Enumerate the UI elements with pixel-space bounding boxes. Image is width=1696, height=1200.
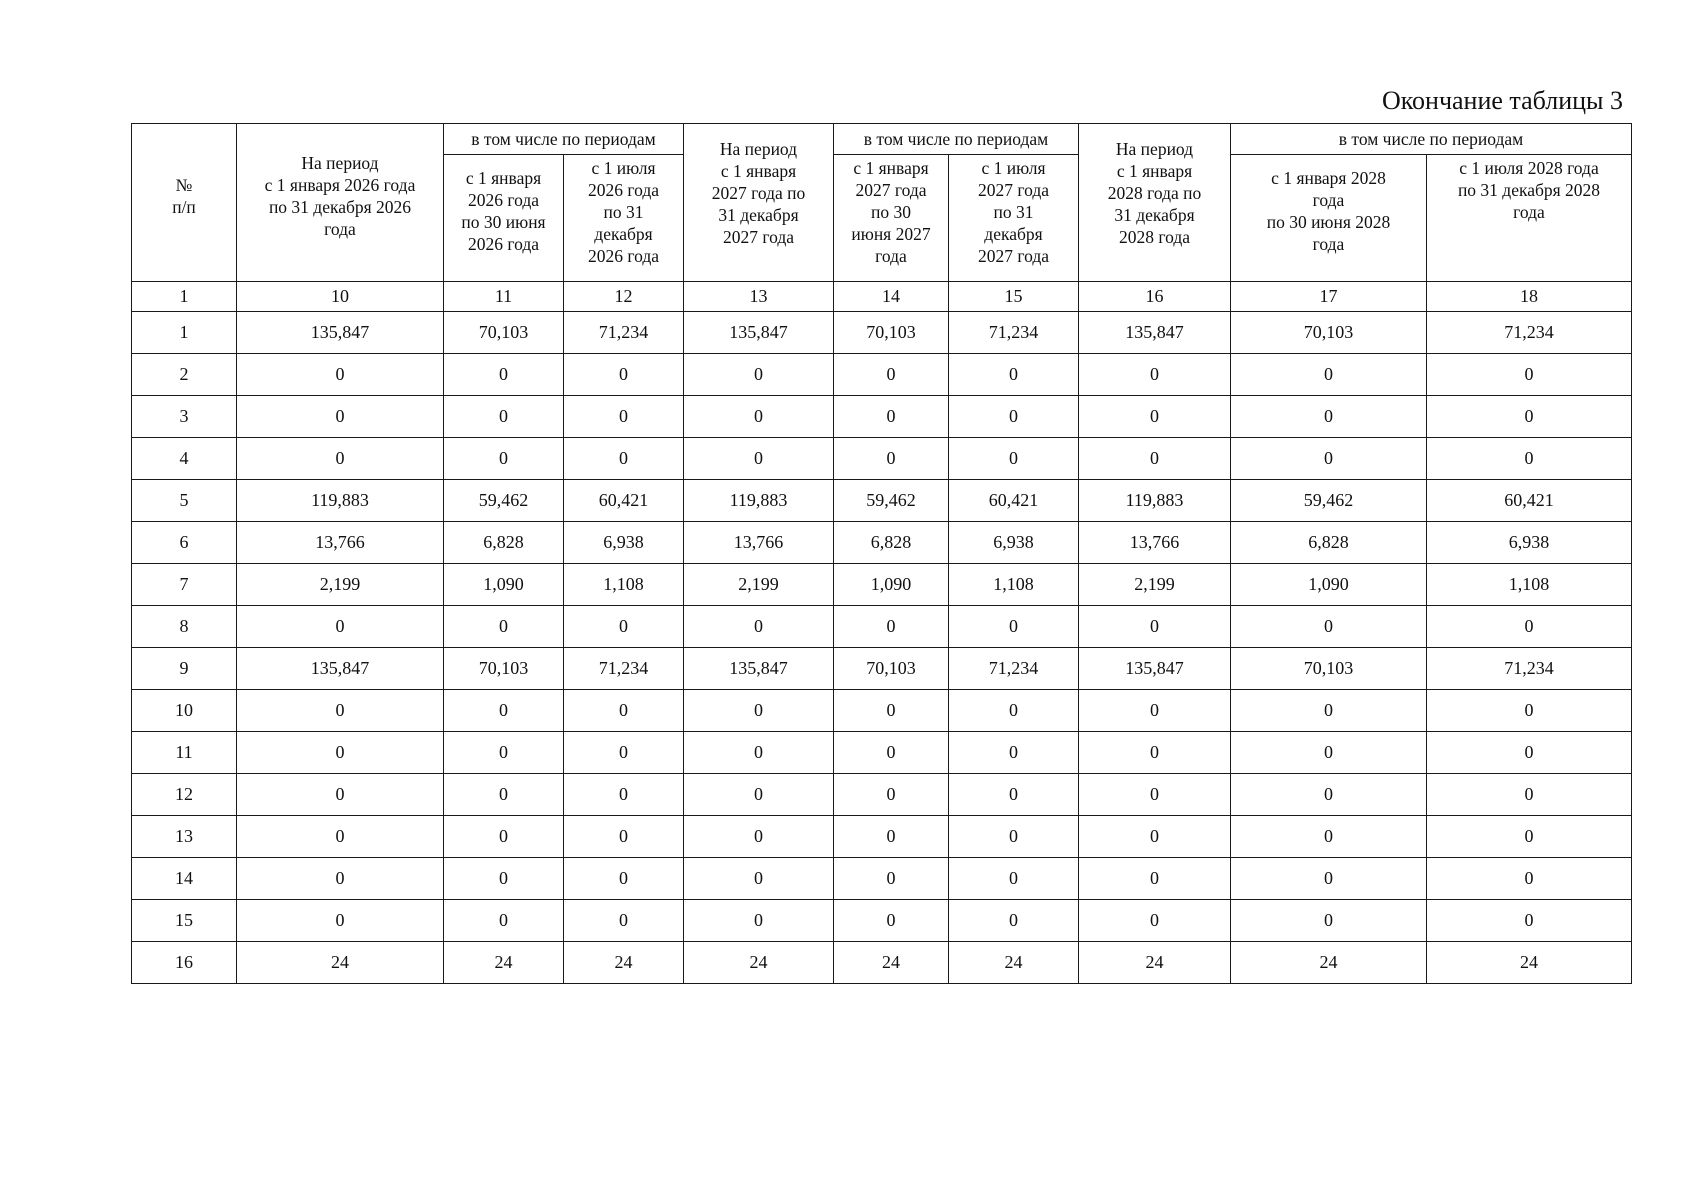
value-cell: 0 bbox=[1427, 438, 1632, 480]
value-cell: 0 bbox=[1079, 858, 1231, 900]
row-number-cell: 9 bbox=[132, 648, 237, 690]
table-row bbox=[132, 816, 1632, 858]
value-cell: 6,938 bbox=[949, 522, 1079, 564]
value-cell: 0 bbox=[1231, 354, 1427, 396]
value-cell: 24 bbox=[237, 942, 444, 984]
column-number: 18 bbox=[1427, 282, 1632, 312]
value-cell: 1,108 bbox=[564, 564, 684, 606]
header-2028-second-half: с 1 июля 2028 года по 31 декабря 2028 года bbox=[1427, 155, 1632, 282]
table-row bbox=[132, 732, 1632, 774]
column-number: 11 bbox=[444, 282, 564, 312]
value-cell: 0 bbox=[684, 690, 834, 732]
value-cell: 0 bbox=[1427, 858, 1632, 900]
table-row bbox=[132, 900, 1632, 942]
value-cell: 70,103 bbox=[1231, 648, 1427, 690]
value-cell: 0 bbox=[1427, 354, 1632, 396]
value-cell: 24 bbox=[1231, 942, 1427, 984]
value-cell: 24 bbox=[834, 942, 949, 984]
value-cell: 1,108 bbox=[1427, 564, 1632, 606]
header-period-2027: На период с 1 января 2027 года по 31 декабря 2027 года bbox=[684, 124, 834, 282]
value-cell: 0 bbox=[1079, 816, 1231, 858]
value-cell: 0 bbox=[237, 396, 444, 438]
column-number: 1 bbox=[132, 282, 237, 312]
row-number-cell: 10 bbox=[132, 690, 237, 732]
table-row bbox=[132, 648, 1632, 690]
row-number-cell: 4 bbox=[132, 438, 237, 480]
value-cell: 0 bbox=[1427, 606, 1632, 648]
header-2026-first-half: с 1 января 2026 года по 30 июня 2026 года bbox=[444, 155, 564, 282]
value-cell: 13,766 bbox=[237, 522, 444, 564]
header-period-2026: На период с 1 января 2026 года по 31 декабря 2026 года bbox=[237, 124, 444, 282]
header-period-2028: На период с 1 января 2028 года по 31 декабря 2028 года bbox=[1079, 124, 1231, 282]
row-number-cell: 16 bbox=[132, 942, 237, 984]
row-number-cell: 2 bbox=[132, 354, 237, 396]
column-number: 10 bbox=[237, 282, 444, 312]
value-cell: 0 bbox=[237, 732, 444, 774]
table-row bbox=[132, 312, 1632, 354]
value-cell: 0 bbox=[1231, 438, 1427, 480]
column-number: 15 bbox=[949, 282, 1079, 312]
row-number-cell: 5 bbox=[132, 480, 237, 522]
value-cell: 0 bbox=[1079, 690, 1231, 732]
table-row bbox=[132, 522, 1632, 564]
column-number: 13 bbox=[684, 282, 834, 312]
value-cell: 2,199 bbox=[1079, 564, 1231, 606]
value-cell: 0 bbox=[949, 732, 1079, 774]
value-cell: 70,103 bbox=[444, 648, 564, 690]
value-cell: 71,234 bbox=[1427, 312, 1632, 354]
table-row bbox=[132, 774, 1632, 816]
row-number-cell: 11 bbox=[132, 732, 237, 774]
value-cell: 0 bbox=[444, 816, 564, 858]
value-cell: 0 bbox=[1427, 690, 1632, 732]
table-row bbox=[132, 606, 1632, 648]
value-cell: 24 bbox=[1427, 942, 1632, 984]
value-cell: 0 bbox=[444, 396, 564, 438]
value-cell: 0 bbox=[237, 858, 444, 900]
value-cell: 0 bbox=[949, 690, 1079, 732]
value-cell: 24 bbox=[949, 942, 1079, 984]
table-row bbox=[132, 690, 1632, 732]
header-2027-first-half: с 1 января 2027 года по 30 июня 2027 года bbox=[834, 155, 949, 282]
value-cell: 1,090 bbox=[834, 564, 949, 606]
row-number-cell: 15 bbox=[132, 900, 237, 942]
value-cell: 0 bbox=[834, 816, 949, 858]
value-cell: 0 bbox=[684, 732, 834, 774]
column-number-row bbox=[132, 282, 1632, 312]
table-row bbox=[132, 438, 1632, 480]
header-row-1 bbox=[132, 124, 1632, 155]
value-cell: 70,103 bbox=[1231, 312, 1427, 354]
value-cell: 0 bbox=[237, 900, 444, 942]
value-cell: 0 bbox=[1231, 900, 1427, 942]
table-row bbox=[132, 942, 1632, 984]
value-cell: 0 bbox=[237, 354, 444, 396]
header-2028-first-half: с 1 января 2028 года по 30 июня 2028 года bbox=[1231, 155, 1427, 282]
value-cell: 135,847 bbox=[1079, 312, 1231, 354]
value-cell: 135,847 bbox=[1079, 648, 1231, 690]
table-row bbox=[132, 480, 1632, 522]
value-cell: 0 bbox=[1079, 396, 1231, 438]
row-number-cell: 3 bbox=[132, 396, 237, 438]
value-cell: 6,938 bbox=[564, 522, 684, 564]
value-cell: 0 bbox=[237, 690, 444, 732]
value-cell: 0 bbox=[237, 606, 444, 648]
value-cell: 0 bbox=[834, 606, 949, 648]
value-cell: 0 bbox=[684, 816, 834, 858]
value-cell: 0 bbox=[1231, 606, 1427, 648]
value-cell: 119,883 bbox=[1079, 480, 1231, 522]
value-cell: 0 bbox=[1231, 774, 1427, 816]
value-cell: 0 bbox=[564, 354, 684, 396]
value-cell: 70,103 bbox=[444, 312, 564, 354]
value-cell: 0 bbox=[444, 858, 564, 900]
table-header bbox=[132, 124, 1632, 312]
value-cell: 6,938 bbox=[1427, 522, 1632, 564]
value-cell: 0 bbox=[564, 606, 684, 648]
value-cell: 0 bbox=[949, 774, 1079, 816]
value-cell: 71,234 bbox=[1427, 648, 1632, 690]
value-cell: 59,462 bbox=[444, 480, 564, 522]
value-cell: 0 bbox=[564, 396, 684, 438]
header-2026-second-half: с 1 июля 2026 года по 31 декабря 2026 года bbox=[564, 155, 684, 282]
value-cell: 24 bbox=[444, 942, 564, 984]
row-number-cell: 13 bbox=[132, 816, 237, 858]
value-cell: 0 bbox=[564, 774, 684, 816]
value-cell: 0 bbox=[237, 816, 444, 858]
value-cell: 0 bbox=[949, 438, 1079, 480]
value-cell: 1,108 bbox=[949, 564, 1079, 606]
value-cell: 59,462 bbox=[1231, 480, 1427, 522]
value-cell: 0 bbox=[684, 396, 834, 438]
value-cell: 71,234 bbox=[564, 312, 684, 354]
value-cell: 71,234 bbox=[564, 648, 684, 690]
value-cell: 71,234 bbox=[949, 648, 1079, 690]
value-cell: 70,103 bbox=[834, 312, 949, 354]
row-number-cell: 8 bbox=[132, 606, 237, 648]
value-cell: 24 bbox=[684, 942, 834, 984]
value-cell: 0 bbox=[1427, 774, 1632, 816]
value-cell: 0 bbox=[444, 438, 564, 480]
value-cell: 0 bbox=[444, 732, 564, 774]
header-row-number: № п/п bbox=[132, 124, 237, 282]
value-cell: 0 bbox=[1231, 816, 1427, 858]
value-cell: 0 bbox=[564, 732, 684, 774]
value-cell: 0 bbox=[1231, 690, 1427, 732]
value-cell: 60,421 bbox=[949, 480, 1079, 522]
column-number: 17 bbox=[1231, 282, 1427, 312]
table-row bbox=[132, 354, 1632, 396]
value-cell: 0 bbox=[949, 396, 1079, 438]
value-cell: 1,090 bbox=[1231, 564, 1427, 606]
value-cell: 0 bbox=[684, 354, 834, 396]
data-table bbox=[131, 123, 1632, 984]
value-cell: 0 bbox=[1079, 774, 1231, 816]
value-cell: 0 bbox=[1231, 858, 1427, 900]
table-row bbox=[132, 396, 1632, 438]
value-cell: 1,090 bbox=[444, 564, 564, 606]
value-cell: 0 bbox=[1427, 900, 1632, 942]
header-including-periods-2028: в том числе по периодам bbox=[1231, 124, 1632, 155]
value-cell: 0 bbox=[684, 858, 834, 900]
table-body bbox=[132, 312, 1632, 984]
value-cell: 0 bbox=[949, 858, 1079, 900]
value-cell: 60,421 bbox=[564, 480, 684, 522]
value-cell: 0 bbox=[444, 354, 564, 396]
value-cell: 0 bbox=[684, 900, 834, 942]
value-cell: 0 bbox=[834, 690, 949, 732]
value-cell: 135,847 bbox=[237, 648, 444, 690]
value-cell: 24 bbox=[564, 942, 684, 984]
value-cell: 0 bbox=[444, 690, 564, 732]
row-number-cell: 12 bbox=[132, 774, 237, 816]
table-row bbox=[132, 564, 1632, 606]
value-cell: 13,766 bbox=[684, 522, 834, 564]
value-cell: 0 bbox=[1231, 732, 1427, 774]
value-cell: 0 bbox=[237, 438, 444, 480]
value-cell: 0 bbox=[1079, 438, 1231, 480]
value-cell: 59,462 bbox=[834, 480, 949, 522]
value-cell: 0 bbox=[564, 900, 684, 942]
value-cell: 70,103 bbox=[834, 648, 949, 690]
table-row bbox=[132, 858, 1632, 900]
value-cell: 6,828 bbox=[444, 522, 564, 564]
row-number-cell: 7 bbox=[132, 564, 237, 606]
value-cell: 0 bbox=[834, 354, 949, 396]
value-cell: 0 bbox=[949, 900, 1079, 942]
row-number-cell: 14 bbox=[132, 858, 237, 900]
value-cell: 135,847 bbox=[684, 312, 834, 354]
value-cell: 135,847 bbox=[684, 648, 834, 690]
value-cell: 0 bbox=[684, 606, 834, 648]
value-cell: 0 bbox=[564, 690, 684, 732]
value-cell: 0 bbox=[949, 606, 1079, 648]
value-cell: 0 bbox=[564, 816, 684, 858]
value-cell: 2,199 bbox=[237, 564, 444, 606]
value-cell: 0 bbox=[949, 354, 1079, 396]
value-cell: 0 bbox=[834, 774, 949, 816]
value-cell: 60,421 bbox=[1427, 480, 1632, 522]
value-cell: 13,766 bbox=[1079, 522, 1231, 564]
row-number-cell: 6 bbox=[132, 522, 237, 564]
column-number: 12 bbox=[564, 282, 684, 312]
value-cell: 0 bbox=[564, 858, 684, 900]
header-including-periods-2026: в том числе по периодам bbox=[444, 124, 684, 155]
value-cell: 0 bbox=[564, 438, 684, 480]
value-cell: 0 bbox=[444, 606, 564, 648]
value-cell: 0 bbox=[834, 732, 949, 774]
value-cell: 0 bbox=[1079, 606, 1231, 648]
value-cell: 0 bbox=[684, 438, 834, 480]
table-caption: Окончание таблицы 3 bbox=[1381, 86, 1623, 115]
value-cell: 0 bbox=[444, 900, 564, 942]
value-cell: 119,883 bbox=[684, 480, 834, 522]
value-cell: 119,883 bbox=[237, 480, 444, 522]
value-cell: 0 bbox=[834, 900, 949, 942]
value-cell: 0 bbox=[444, 774, 564, 816]
column-number: 14 bbox=[834, 282, 949, 312]
value-cell: 0 bbox=[1079, 732, 1231, 774]
value-cell: 24 bbox=[1079, 942, 1231, 984]
value-cell: 0 bbox=[949, 816, 1079, 858]
value-cell: 135,847 bbox=[237, 312, 444, 354]
header-including-periods-2027: в том числе по периодам bbox=[834, 124, 1079, 155]
value-cell: 0 bbox=[834, 858, 949, 900]
value-cell: 0 bbox=[237, 774, 444, 816]
value-cell: 0 bbox=[1427, 396, 1632, 438]
value-cell: 6,828 bbox=[1231, 522, 1427, 564]
value-cell: 6,828 bbox=[834, 522, 949, 564]
header-2027-second-half: с 1 июля 2027 года по 31 декабря 2027 года bbox=[949, 155, 1079, 282]
value-cell: 0 bbox=[1427, 816, 1632, 858]
column-number: 16 bbox=[1079, 282, 1231, 312]
value-cell: 0 bbox=[1427, 732, 1632, 774]
value-cell: 0 bbox=[684, 774, 834, 816]
value-cell: 0 bbox=[1079, 354, 1231, 396]
value-cell: 0 bbox=[1079, 900, 1231, 942]
row-number-cell: 1 bbox=[132, 312, 237, 354]
value-cell: 0 bbox=[834, 396, 949, 438]
value-cell: 2,199 bbox=[684, 564, 834, 606]
value-cell: 0 bbox=[834, 438, 949, 480]
value-cell: 0 bbox=[1231, 396, 1427, 438]
value-cell: 71,234 bbox=[949, 312, 1079, 354]
